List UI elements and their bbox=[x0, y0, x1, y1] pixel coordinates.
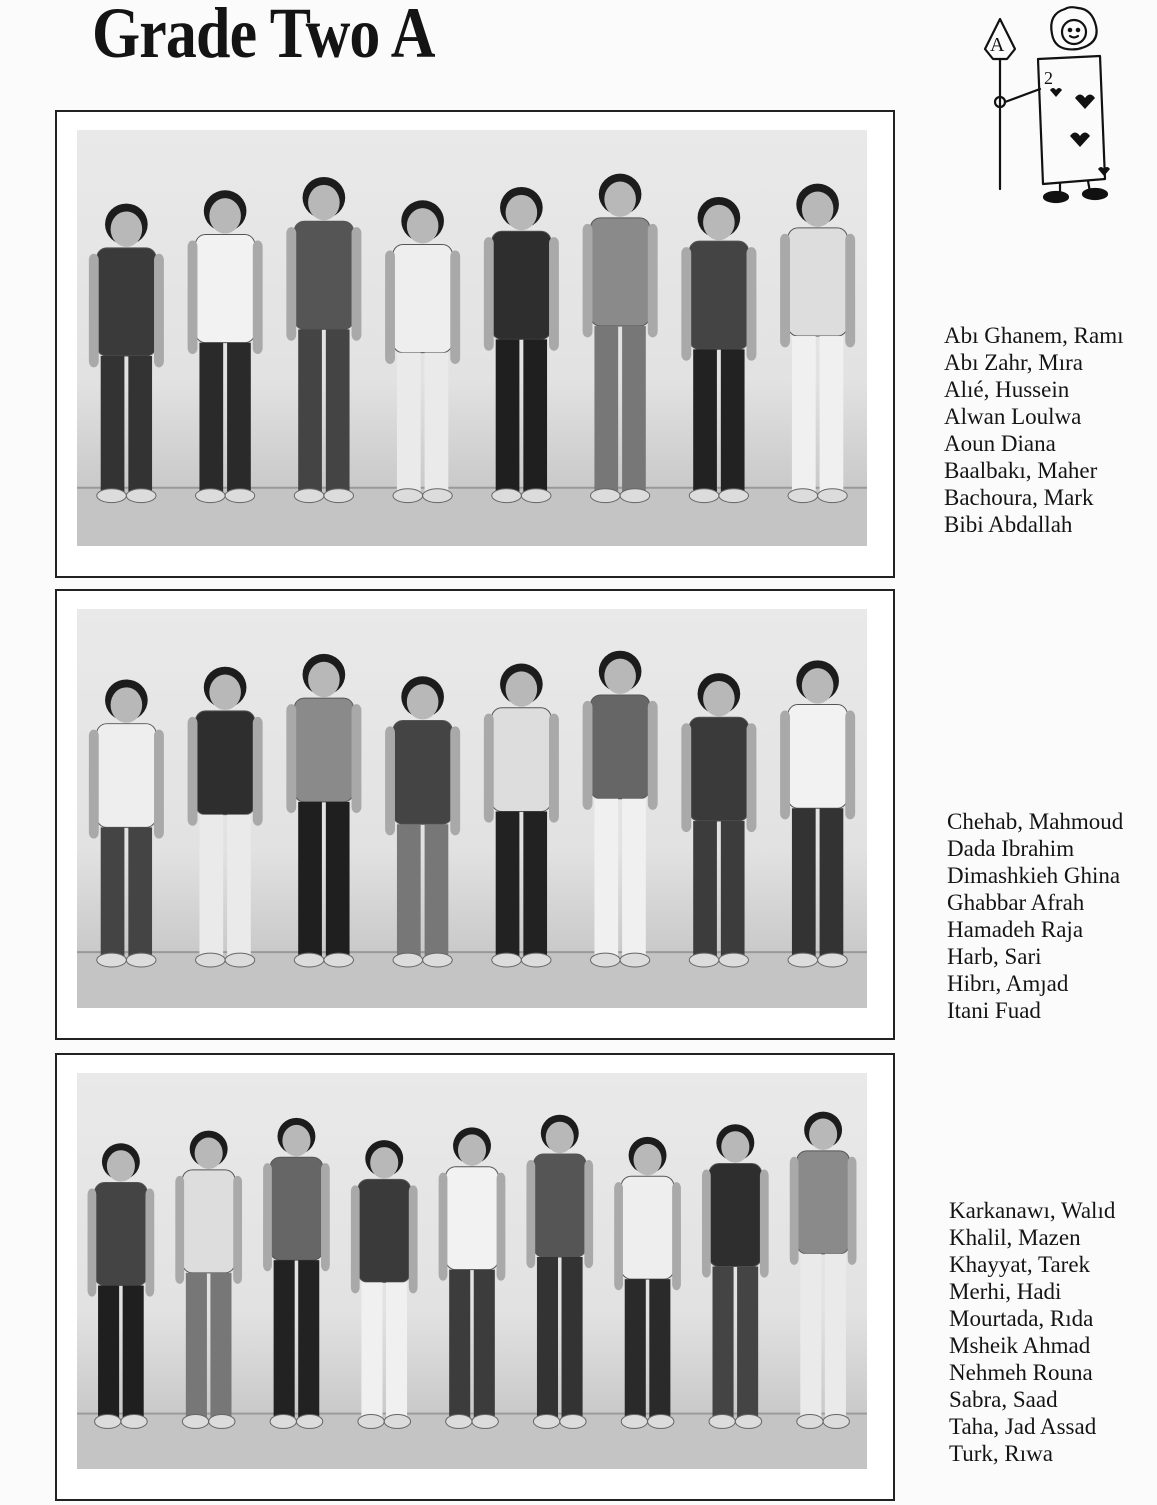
child-figure bbox=[484, 664, 559, 967]
student-name: Aoun Diana bbox=[944, 431, 1056, 456]
child-figure bbox=[263, 1118, 330, 1429]
student-name: Abı Zahr, Mıra bbox=[944, 350, 1083, 375]
student-name: Karkanawı, Walıd bbox=[949, 1198, 1116, 1223]
child-figure bbox=[385, 200, 460, 502]
student-name: Taha, Jad Assad bbox=[949, 1414, 1097, 1439]
name-list-1 bbox=[944, 322, 1124, 538]
student-name: Sabra, Saad bbox=[949, 1387, 1058, 1412]
student-name: Dada Ibrahim bbox=[947, 836, 1075, 861]
child-figure bbox=[702, 1124, 769, 1428]
child-figure bbox=[583, 651, 658, 967]
child-figure bbox=[88, 1143, 155, 1428]
student-name: Hamadeh Raja bbox=[947, 917, 1084, 942]
child-figure bbox=[681, 197, 756, 503]
child-figure bbox=[780, 184, 855, 503]
student-name: Mourtada, Rıda bbox=[949, 1306, 1094, 1331]
photo-image bbox=[77, 609, 867, 1008]
child-figure bbox=[188, 667, 263, 967]
student-name: Alwan Loulwa bbox=[944, 404, 1082, 429]
child-figure bbox=[89, 679, 164, 967]
child-figure bbox=[484, 187, 559, 503]
photo-image bbox=[77, 130, 867, 546]
child-figure bbox=[286, 654, 361, 967]
page-title: Grade Two A bbox=[92, 0, 435, 73]
child-figure bbox=[583, 174, 658, 503]
child-figure bbox=[351, 1140, 418, 1428]
student-name: Alıé, Hussein bbox=[944, 377, 1070, 402]
child-figure bbox=[89, 204, 164, 503]
student-name: Bachoura, Mark bbox=[944, 485, 1094, 510]
student-name: Msheik Ahmad bbox=[949, 1333, 1091, 1358]
child-figure bbox=[175, 1131, 242, 1429]
student-name: Khayyat, Tarek bbox=[949, 1252, 1091, 1277]
class-photo-2 bbox=[55, 589, 895, 1040]
card-letter: A bbox=[990, 34, 1005, 56]
student-name: Itani Fuad bbox=[947, 998, 1041, 1023]
student-name: Hibrı, Amȷad bbox=[947, 971, 1069, 996]
class-photo-3 bbox=[55, 1053, 895, 1501]
child-figure bbox=[526, 1115, 593, 1429]
name-list-2 bbox=[947, 808, 1123, 1024]
child-figure bbox=[188, 190, 263, 502]
student-name: Ghabbar Afrah bbox=[947, 890, 1085, 915]
student-name: Bibi Abdallah bbox=[944, 512, 1073, 537]
card-rank: 2 bbox=[1044, 68, 1053, 88]
student-name: Dimashkieh Ghina bbox=[947, 863, 1121, 888]
student-name: Chehab, Mahmoud bbox=[947, 809, 1124, 834]
student-name: Merhi, Hadi bbox=[949, 1279, 1062, 1304]
child-figure bbox=[780, 660, 855, 967]
child-figure bbox=[286, 177, 361, 503]
student-name: Nehmeh Rouna bbox=[949, 1360, 1093, 1385]
playing-card-soldier-icon bbox=[960, 4, 1110, 204]
child-figure bbox=[681, 673, 756, 967]
class-photo-1 bbox=[55, 110, 895, 578]
student-name: Baalbakı, Maher bbox=[944, 458, 1098, 483]
student-name: Abı Ghanem, Ramı bbox=[944, 323, 1124, 348]
student-name: Khalil, Mazen bbox=[949, 1225, 1081, 1250]
child-figure bbox=[790, 1112, 857, 1429]
child-figure bbox=[439, 1127, 506, 1428]
photo-image bbox=[77, 1073, 867, 1469]
student-name: Turk, Rıwa bbox=[949, 1441, 1053, 1466]
student-name: Harb, Sari bbox=[947, 944, 1042, 969]
name-list-3 bbox=[949, 1197, 1115, 1467]
child-figure bbox=[614, 1137, 681, 1429]
child-figure bbox=[385, 676, 460, 967]
